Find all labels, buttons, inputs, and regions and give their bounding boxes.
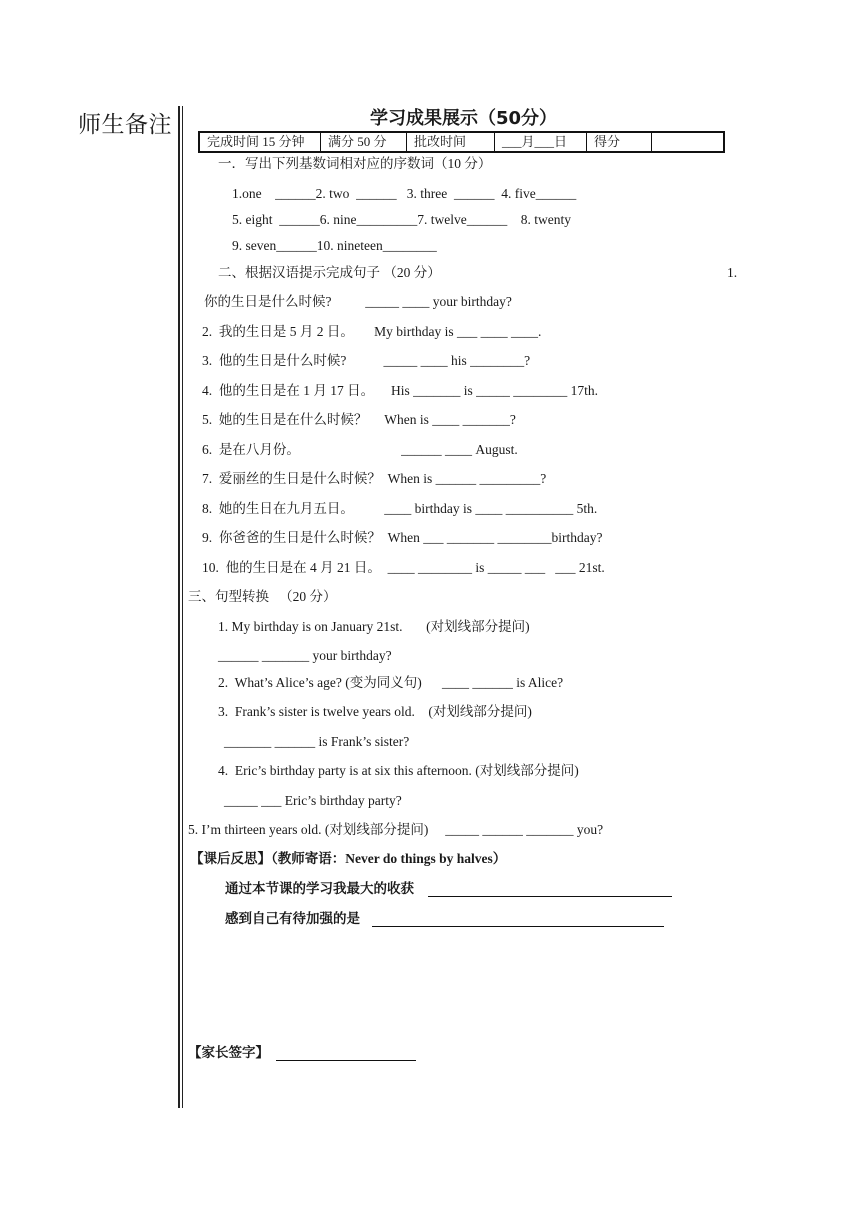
info-score-label: 得分: [587, 133, 652, 151]
section2-item-6: 6. 是在八月份。 ______ ____ August.: [202, 442, 518, 457]
section3-answer-1: ______ _______ your birthday?: [218, 648, 392, 663]
margin-divider-inner: [182, 106, 184, 1108]
reflection-improve-blank[interactable]: [372, 926, 664, 927]
section2-item-5: 5. 她的生日是在什么时候？ When is ____ _______?: [202, 412, 516, 427]
section1-line-1: 1.one ______2. two ______ 3. three ______ 4. five______: [232, 186, 577, 201]
section1-line-2: 5. eight ______6. nine_________7. twelve______ 8. twenty: [232, 212, 571, 227]
reflection-heading: 【课后反思】（教师寄语：Never do things by halves）: [190, 851, 507, 866]
info-table: [198, 131, 725, 153]
section3-question-2: 2. What’s Alice’s age? (变为同义句) ____ ______ is Alice?: [218, 675, 564, 690]
info-full-score: 满分 50 分: [321, 133, 407, 151]
reflection-improve-label: 感到自己有待加强的是: [225, 911, 360, 926]
page-title: 学习成果展示（50分）: [370, 108, 558, 129]
section2-item-1: 你的生日是什么时候? _____ ____ your birthday?: [204, 294, 512, 309]
section2-item-number-1: 1.: [727, 265, 738, 280]
section2-heading: 二、根据汉语提示完成句子 （20 分）: [218, 265, 441, 280]
section3-answer-4: _____ ___ Eric’s birthday party?: [224, 793, 402, 808]
section3-answer-3: _______ ______ is Frank’s sister?: [224, 734, 410, 749]
info-score-value[interactable]: [652, 133, 723, 151]
section3-question-4: 4. Eric’s birthday party is at six this afternoon. (对划线部分提问): [218, 763, 579, 778]
section2-item-10: 10. 他的生日是在 4 月 21 日。 ____ ________ is _____ ___ ___ 21st.: [202, 560, 605, 575]
parent-signature-label: 【家长签字】: [188, 1045, 269, 1060]
section2-item-9: 9. 你爸爸的生日是什么时候？ When ___ _______ ________birthday?: [202, 530, 603, 545]
side-note-label: 师生备注: [78, 112, 172, 137]
section2-item-3: 3. 他的生日是什么时候? _____ ____ his ________?: [202, 353, 531, 368]
section3-question-1: 1. My birthday is on January 21st. (对划线部分提问): [218, 619, 530, 634]
info-time-limit: 完成时间 15 分钟: [200, 133, 321, 151]
section2-item-8: 8. 她的生日在九月五日。 ____ birthday is ____ __________ 5th.: [202, 501, 598, 516]
parent-signature-blank[interactable]: [276, 1060, 416, 1061]
info-date: ___月___日: [495, 133, 587, 151]
section3-heading: 三、句型转换 （20 分）: [188, 589, 337, 604]
info-grading-time: 批改时间: [407, 133, 495, 151]
section1-line-3: 9. seven______10. nineteen________: [232, 238, 437, 253]
section3-question-3: 3. Frank’s sister is twelve years old. (对划线部分提问): [218, 704, 532, 719]
section2-item-4: 4. 他的生日是在 1 月 17 日。 His _______ is _____ ________ 17th.: [202, 383, 599, 398]
reflection-gain-label: 通过本节课的学习我最大的收获: [225, 881, 414, 896]
margin-divider: [178, 106, 180, 1108]
section3-question-5: 5. I’m thirteen years old. (对划线部分提问) _____ ______ _______ you?: [188, 822, 604, 837]
section1-heading: 一．写出下列基数词相对应的序数词（10 分）: [218, 156, 492, 171]
reflection-gain-blank[interactable]: [428, 896, 672, 897]
section2-item-7: 7. 爱丽丝的生日是什么时候？ When is ______ _________?: [202, 471, 547, 486]
section2-item-2: 2. 我的生日是 5 月 2 日。 My birthday is ___ ____ ____.: [202, 324, 542, 339]
